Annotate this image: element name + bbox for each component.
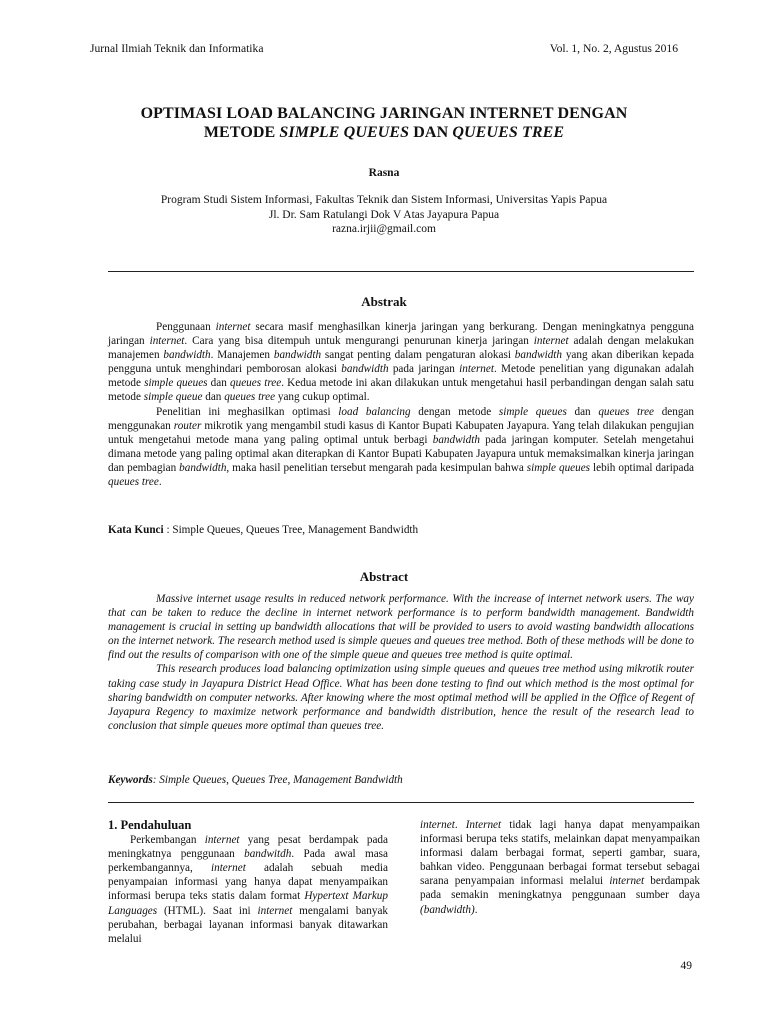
- italic-term: internet: [609, 875, 645, 888]
- paper-title: [60, 104, 708, 142]
- italic-term: bandwidth: [341, 363, 389, 376]
- abstract-paragraph-2: This research produces load balancing optimization using simple queues and queues tree method using mikrotik router taking case study in Jayapura District Head Office. What has been done testing to find out which method is the most optimal for sharing bandwidth on computer networks. After knowing where the most optimal method will be applied in the Office of Regent of Jayapura Regency to maximize network performance and bandwidth distribution, hence the result of the research lead to conclusion that simple queues more optimal than queues tree.: [108, 663, 694, 732]
- text-run: adalah sebuah media penyampaian informasi yang hanya dapat menyampaikan informasi berupa teks statis dalam format: [108, 862, 388, 903]
- abstrak-paragraph-2: [108, 405, 694, 490]
- italic-term: simple queue: [143, 391, 203, 404]
- title-line-2: [60, 123, 708, 142]
- text-run: pada jaringan: [388, 363, 460, 376]
- italic-term: internet: [215, 321, 251, 333]
- italic-term: Hypertext Markup Languages: [108, 890, 388, 917]
- text-run: dengan menggunakan: [108, 405, 695, 432]
- italic-term: internet: [257, 904, 293, 917]
- abstract-heading: Abstract: [359, 569, 409, 584]
- text-run: , maka hasil penelitian tersebut mengarah pada kesimpulan bahwa: [226, 461, 527, 474]
- text-run: yang akan diberikan kepada pengguna untuk menghindari pemborosan alokasi: [108, 349, 695, 376]
- italic-term: internet: [533, 335, 569, 348]
- right-column: [420, 818, 700, 917]
- italic-term: bandwidth: [432, 433, 480, 446]
- text-run: tidak lagi hanya dapat menyampaikan informasi berupa teks statifs, melainkan dapat menyampaikan informasi dalam berbagai format, seperti gambar, suara, bahkan video. Penggunaan berbagai format tersebut sebagai sarana penyampaian informasi melalui: [420, 819, 700, 888]
- italic-term: internet: [211, 862, 246, 875]
- italic-term: (bandwidth): [420, 903, 475, 916]
- italic-term: internet: [420, 819, 455, 831]
- text-run: mikrotik yang mengambil studi kasus di Kantor Bupati Kabupaten Jayapura. Yang telah dilakukan pengujian untuk mengetahui metode mana yang paling optimal untuk berbagi: [108, 419, 694, 446]
- affiliation-line-1: Program Studi Sistem Informasi, Fakultas Teknik dan Sistem Informasi, Universitas Yapis Papua: [160, 194, 608, 206]
- affiliation: [60, 193, 708, 237]
- text-run: yang pesat berdampak pada meningkatnya penggunaan: [108, 834, 388, 861]
- text-run: dan: [202, 391, 225, 404]
- keywords: [108, 774, 694, 786]
- text-run: dan: [207, 377, 230, 390]
- text-run: . Pada awal masa perkembangannya,: [108, 848, 388, 875]
- italic-term: queues tree: [108, 476, 159, 489]
- left-column: [108, 818, 388, 946]
- intro-paragraph-left: [108, 833, 388, 946]
- italic-term: bandwidth: [514, 349, 563, 362]
- italic-term: bandwitdh: [244, 848, 292, 861]
- abstrak-body: [108, 320, 694, 489]
- author-email: razna.irjii@gmail.com: [332, 223, 436, 235]
- author-name: Rasna: [368, 167, 400, 179]
- text-run: berdampak pada semakin meningkatnya penggunaan sumber daya: [420, 875, 701, 902]
- text-run: secara masif menghasilkan kinerja jaringan yang berkurang. Dengan meningkatnya pengguna jaringan: [108, 321, 694, 348]
- kata-kunci-sep: :: [163, 524, 173, 536]
- kata-kunci: [108, 524, 694, 536]
- text-run: . Cara yang bisa ditempuh untuk mengurangi penurunan kinerja jaringan: [184, 335, 534, 348]
- italic-term: simple queues: [498, 405, 567, 418]
- kata-kunci-label: Kata Kunci: [108, 524, 164, 536]
- italic-term: internet: [459, 363, 494, 376]
- abstract-body: [108, 592, 694, 733]
- italic-term: queues tree: [224, 391, 276, 404]
- text-run: .: [454, 819, 466, 831]
- keywords-label: Keywords: [108, 774, 153, 786]
- title-text: METODE: [203, 124, 280, 141]
- top-divider: [108, 271, 694, 272]
- italic-term: internet: [149, 335, 185, 348]
- affiliation-line-2: Jl. Dr. Sam Ratulangi Dok V Atas Jayapura Papua: [268, 208, 500, 221]
- italic-term: Internet: [465, 819, 502, 831]
- text-run: dengan metode: [410, 405, 499, 418]
- text-run: . Manajemen: [210, 349, 274, 362]
- text-run: .: [474, 903, 478, 916]
- journal-name: Jurnal Ilmiah Teknik dan Informatika: [90, 42, 264, 55]
- text-run: . Kedua metode ini akan dilakukan untuk mengetahui hasil perbandingan dengan salah satu metode: [108, 377, 695, 404]
- intro-paragraph-right: [420, 818, 700, 917]
- italic-term: bandwidth: [163, 349, 211, 362]
- text-run: Penelitian ini meghasilkan optimasi: [156, 405, 339, 418]
- page-number: 49: [680, 960, 692, 972]
- text-run: pada jaringan komputer. Setelah mengetahui dimana metode yang paling optimal akan diterapkan di Kantor Bupati Kabupaten Jayapura untuk memaksimalkan kinerja jaringan dan pembagian: [108, 433, 695, 474]
- italic-term: queues tree: [598, 405, 655, 418]
- title-italic: QUEUES TREE: [452, 124, 565, 141]
- italic-term: bandwidth: [179, 461, 227, 474]
- text-run: sangat penting dalam pengaturan alokasi: [321, 349, 515, 362]
- keywords-value: : Simple Queues, Queues Tree, Management Bandwidth: [152, 774, 403, 786]
- italic-term: internet: [204, 834, 240, 847]
- text-run: (HTML). Saat ini: [157, 904, 258, 917]
- abstrak-heading: Abstrak: [361, 294, 407, 309]
- italic-term: load balancing: [338, 405, 411, 418]
- title-italic: SIMPLE QUEUES: [279, 124, 410, 141]
- text-run: adalah dengan melakukan manajemen: [108, 335, 694, 362]
- text-run: Perkembangan: [130, 834, 205, 847]
- text-run: lebih optimal daripada: [590, 461, 695, 474]
- title-text: DAN: [409, 124, 453, 141]
- text-run: yang cukup optimal.: [275, 391, 370, 404]
- title-line-1: OPTIMASI LOAD BALANCING JARINGAN INTERNET DENGAN: [140, 105, 628, 122]
- text-run: Penggunaan: [156, 321, 216, 333]
- bottom-divider: [108, 802, 694, 803]
- kata-kunci-value: Simple Queues, Queues Tree, Management Bandwidth: [172, 524, 419, 536]
- italic-term: simple queues: [526, 461, 591, 474]
- text-run: .: [158, 476, 162, 489]
- text-run: dan: [566, 405, 599, 418]
- italic-term: simple queues: [144, 377, 208, 390]
- text-run: . Metode penelitian yang digunakan adalah metode: [108, 363, 695, 390]
- italic-term: queues tree: [230, 377, 282, 390]
- abstrak-paragraph-1: [108, 320, 694, 405]
- italic-term: bandwidth: [273, 349, 322, 362]
- abstract-paragraph-1: Massive internet usage results in reduced network performance. With the increase of internet network users. The way that can be taken to reduce the decline in internet network performance is to perform bandwidth management. Bandwidth management is crucial in setting up bandwidth allocations that will be provided to users to avoid wasting bandwidth allocations on the internet network. The research method used is simple queues and queues tree method. Both of these methods will be done to find out the results of comparison with one of the simple queue and queues tree method is quite optimal.: [108, 593, 694, 662]
- italic-term: router: [173, 419, 202, 432]
- text-run: mengalami banyak perubahan, berbagai layanan informasi banyak ditawarkan melalui: [108, 904, 389, 945]
- section-heading: 1. Pendahuluan: [108, 818, 192, 832]
- volume-info: Vol. 1, No. 2, Agustus 2016: [549, 42, 678, 55]
